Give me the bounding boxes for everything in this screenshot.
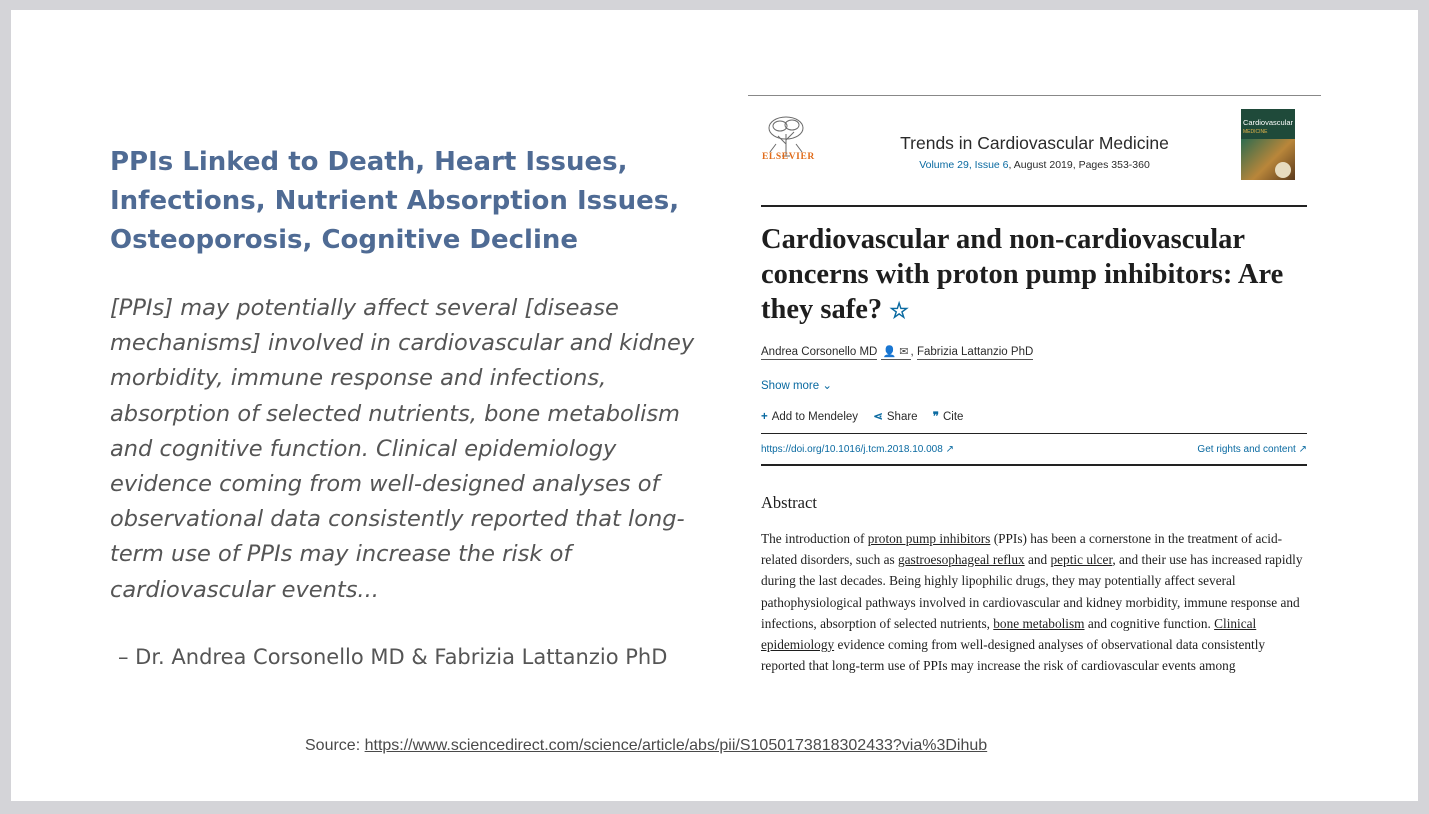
plus-icon: + xyxy=(761,411,768,423)
quote-attribution: – Dr. Andrea Corsonello MD & Fabrizia Lattanzio PhD xyxy=(118,645,668,669)
term-link[interactable]: proton pump inhibitors xyxy=(867,531,991,546)
abstract-text: The introduction of proton pump inhibitors (PPIs) has been a cornerstone in the treatment of acid-related disorders, such as gastroesophageal reflux and peptic ulcer, and their use has increased rapidly during the last decades. Being highly lipophilic drugs, they may potentially affect several pathophysiological pathways involved in cardiovascular and kidney morbidity, immune response and infections, absorption of selected nutrients, bone metabolism and cognitive function. Clinical epidemiology evidence coming from well-designed analyses of observational data consistently reported that long-term use of PPIs may increase the risk of cardiovascular events among xyxy=(761,531,1303,674)
term-link[interactable]: gastroesophageal reflux xyxy=(898,552,1025,568)
article-actions xyxy=(761,409,975,423)
author-separator: , xyxy=(910,346,914,358)
abstract-heading: Abstract xyxy=(761,493,817,512)
author-link[interactable]: Andrea Corsonello MD xyxy=(761,346,878,358)
rights-link[interactable]: Get rights and content ↗ xyxy=(1197,444,1307,455)
term-link[interactable]: bone metabolism xyxy=(993,615,1085,631)
publisher-name: ELSEVIER xyxy=(762,152,815,162)
header-divider xyxy=(761,205,1307,207)
source-label: Source: xyxy=(305,737,361,754)
volume-link[interactable]: Volume 29, Issue 6 xyxy=(919,159,1009,171)
share-button[interactable]: ⋖ Share xyxy=(873,411,918,423)
author-link[interactable]: Fabrizia Lattanzio PhD xyxy=(916,346,1034,358)
star-icon[interactable]: ☆ xyxy=(889,298,909,323)
article-screenshot xyxy=(748,94,1321,692)
term-link[interactable]: peptic ulcer xyxy=(1050,552,1113,568)
term-link[interactable]: Clinical epidemiology xyxy=(761,615,1257,653)
doi-link[interactable]: https://doi.org/10.1016/j.tcm.2018.10.008 ↗ xyxy=(761,444,954,455)
journal-name[interactable]: Trends in Cardiovascular Medicine xyxy=(900,133,1169,153)
chevron-down-icon: ⌄ xyxy=(822,380,833,392)
slide-quote: [PPIs] may potentially affect several [disease mechanisms] involved in cardiovascular and kidney morbidity, immune response and infections, absorption of selected nutrients, bone metabolism and cognitive function. Clinical epidemiology evidence coming from well-designed analyses of observational data consistently reported that long-term use of PPIs may increase the risk of cardiovascular events... xyxy=(110,295,695,603)
slide xyxy=(11,10,1418,801)
source-link[interactable]: https://www.sciencedirect.com/science/article/abs/pii/S1050173818302433?via%3Dihub xyxy=(364,737,988,754)
actions-divider xyxy=(761,433,1307,434)
share-icon: ⋖ xyxy=(873,411,883,423)
cover-emblem xyxy=(1275,162,1291,178)
journal-issue-info xyxy=(748,159,1321,171)
author-profile-mail-icons[interactable]: 👤 ✉ xyxy=(882,346,909,358)
doi-divider xyxy=(761,464,1307,466)
external-link-icon: ↗ xyxy=(1298,444,1307,455)
external-link-icon: ↗ xyxy=(945,444,954,455)
slide-heading: PPIs Linked to Death, Heart Issues, Infections, Nutrient Absorption Issues, Osteoporosis, Cognitive Decline xyxy=(110,147,680,255)
issue-date-pages: , August 2019, Pages 353-360 xyxy=(1008,159,1150,171)
cite-button[interactable]: ❞ Cite xyxy=(932,411,964,423)
author-list xyxy=(761,345,1033,358)
top-divider xyxy=(748,95,1321,96)
source-line xyxy=(305,737,987,755)
article-title: Cardiovascular and non-cardiovascular concerns with proton pump inhibitors: Are they safe? ☆ xyxy=(761,224,1284,325)
journal-cover[interactable] xyxy=(1241,109,1295,180)
add-to-mendeley-button[interactable]: + Add to Mendeley xyxy=(761,411,859,423)
quote-icon: ❞ xyxy=(932,411,939,423)
show-more-button[interactable]: Show more ⌄ xyxy=(761,380,833,392)
cover-title: Cardiovascular MEDICINE xyxy=(1243,118,1294,135)
